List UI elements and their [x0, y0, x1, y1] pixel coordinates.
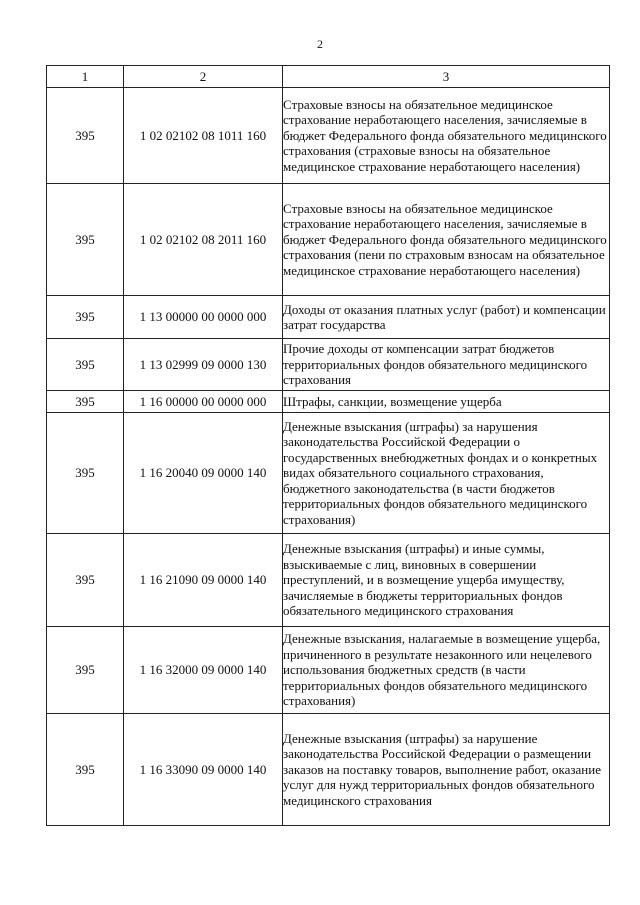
table-row — [47, 627, 610, 714]
table-header-row — [47, 66, 610, 88]
budget-classification-code: 1 16 32000 09 0000 140 — [124, 627, 283, 714]
budget-classification-code: 1 16 21090 09 0000 140 — [124, 534, 283, 627]
administrator-code: 395 — [47, 296, 124, 339]
table-row — [47, 296, 610, 339]
revenue-description: Штрафы, санкции, возмещение ущерба — [283, 391, 610, 413]
administrator-code: 395 — [47, 534, 124, 627]
administrator-code: 395 — [47, 413, 124, 534]
administrator-code: 395 — [47, 184, 124, 296]
revenue-description: Доходы от оказания платных услуг (работ) и компенсации затрат государства — [283, 296, 610, 339]
administrator-code: 395 — [47, 714, 124, 826]
revenue-description: Денежные взыскания, налагаемые в возмещение ущерба, причиненного в результате незаконного или нецелевого использования бюджетных средств (в части территориальных фондов обязательного медицинского страхования) — [283, 627, 610, 714]
revenue-description: Страховые взносы на обязательное медицинское страхование неработающего населения, зачисляемые в бюджет Федерального фонда обязательного медицинского страхования (пени по страховым взносам на обязательное медицинское страхование неработающего населения) — [283, 184, 610, 296]
budget-classification-code: 1 16 20040 09 0000 140 — [124, 413, 283, 534]
column-header-3: 3 — [283, 66, 610, 88]
table-row — [47, 391, 610, 413]
administrator-code: 395 — [47, 391, 124, 413]
column-header-2: 2 — [124, 66, 283, 88]
administrator-code: 395 — [47, 339, 124, 391]
table-row — [47, 339, 610, 391]
page-number: 2 — [317, 37, 323, 51]
budget-classification-code: 1 02 02102 08 1011 160 — [124, 88, 283, 184]
budget-classification-code: 1 13 00000 00 0000 000 — [124, 296, 283, 339]
administrator-code: 395 — [47, 88, 124, 184]
revenue-description: Страховые взносы на обязательное медицинское страхование неработающего населения, зачисляемые в бюджет Федерального фонда обязательного медицинского страхования (страховые взносы на обязательное медицинское страхование неработающего населения) — [283, 88, 610, 184]
table-row — [47, 413, 610, 534]
budget-classification-code: 1 16 00000 00 0000 000 — [124, 391, 283, 413]
table-row — [47, 184, 610, 296]
revenue-description: Денежные взыскания (штрафы) и иные суммы, взыскиваемые с лиц, виновных в совершении преступлений, и в возмещение ущерба имуществу, зачисляемые в бюджеты территориальных фондов обязательного медицинского страхования — [283, 534, 610, 627]
budget-classification-code: 1 13 02999 09 0000 130 — [124, 339, 283, 391]
table-row — [47, 534, 610, 627]
revenue-codes-table — [46, 65, 610, 826]
revenue-description: Денежные взыскания (штрафы) за нарушение законодательства Российской Федерации о размещении заказов на поставку товаров, выполнение работ, оказание услуг для нужд территориальных фондов обязательного медицинского страхования — [283, 714, 610, 826]
revenue-description: Прочие доходы от компенсации затрат бюджетов территориальных фондов обязательного медицинского страхования — [283, 339, 610, 391]
table-row — [47, 714, 610, 826]
administrator-code: 395 — [47, 627, 124, 714]
budget-classification-code: 1 02 02102 08 2011 160 — [124, 184, 283, 296]
column-header-1: 1 — [47, 66, 124, 88]
budget-classification-code: 1 16 33090 09 0000 140 — [124, 714, 283, 826]
revenue-description: Денежные взыскания (штрафы) за нарушения законодательства Российской Федерации о государственных внебюджетных фондах и о конкретных видах обязательного социального страхования, бюджетного законодательства (в части бюджетов территориальных фондов обязательного медицинского страхования) — [283, 413, 610, 534]
table-row — [47, 88, 610, 184]
